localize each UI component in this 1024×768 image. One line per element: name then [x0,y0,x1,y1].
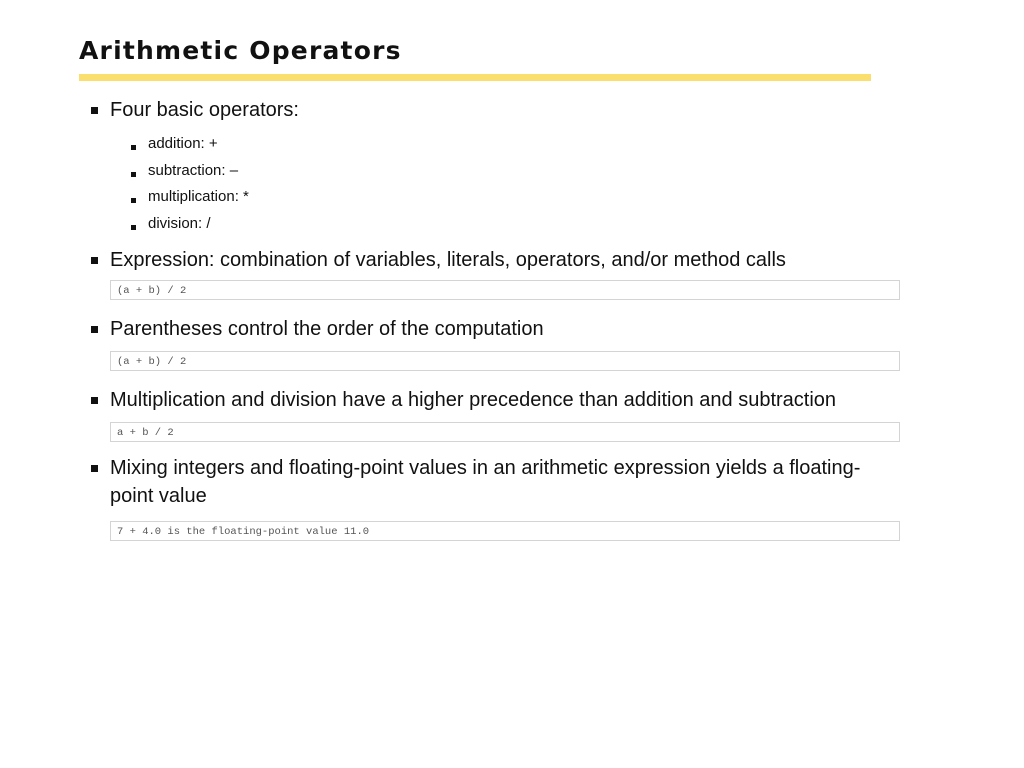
sub-bullet-subtraction [88,158,918,185]
sub-bullet-division [88,211,918,238]
bullet-four-operators [88,96,918,124]
square-bullet-icon [91,326,98,333]
operator-symbol: – [229,161,239,179]
square-bullet-icon [131,198,136,203]
operator-label: addition: [148,135,205,152]
bullet-text: Parentheses control the order of the computation [110,318,544,340]
bullet-text-line1: Mixing integers and floating-point values in an arithmetic expression yields a floating- [110,457,861,479]
bullet-expression [88,246,918,274]
sub-bullet-multiplication [88,184,918,211]
code-block-expression: (a + b) / 2 [110,280,900,300]
operator-symbol: + [208,135,218,152]
bullet-text: Multiplication and division have a higher precedence than addition and subtraction [110,389,837,411]
square-bullet-icon [131,145,136,150]
operator-symbol: * [243,188,249,205]
bullet-parentheses [88,315,918,343]
square-bullet-icon [91,397,98,404]
bullet-text: Four basic operators: [110,99,299,121]
slide-title: Arithmetic Operators [79,36,402,65]
bullet-text: Expression: combination of variables, literals, operators, and/or method calls [110,249,786,271]
operator-label: subtraction: [148,161,226,179]
code-block-mixing-types: 7 + 4.0 is the floating-point value 11.0 [110,521,900,541]
square-bullet-icon [131,225,136,230]
operator-label: division: [148,214,203,232]
sub-bullet-addition [88,131,918,158]
title-underline [79,74,871,81]
code-block-precedence: a + b / 2 [110,422,900,442]
bullet-precedence [88,386,918,414]
operator-symbol: / [206,214,211,232]
bullet-mixing-types [88,454,918,510]
square-bullet-icon [131,172,136,177]
square-bullet-icon [91,107,98,114]
square-bullet-icon [91,257,98,264]
square-bullet-icon [91,465,98,472]
code-block-parentheses: (a + b) / 2 [110,351,900,371]
operator-label: multiplication: [148,188,239,205]
slide-content [88,96,918,541]
bullet-text-line2: point value [110,485,207,507]
